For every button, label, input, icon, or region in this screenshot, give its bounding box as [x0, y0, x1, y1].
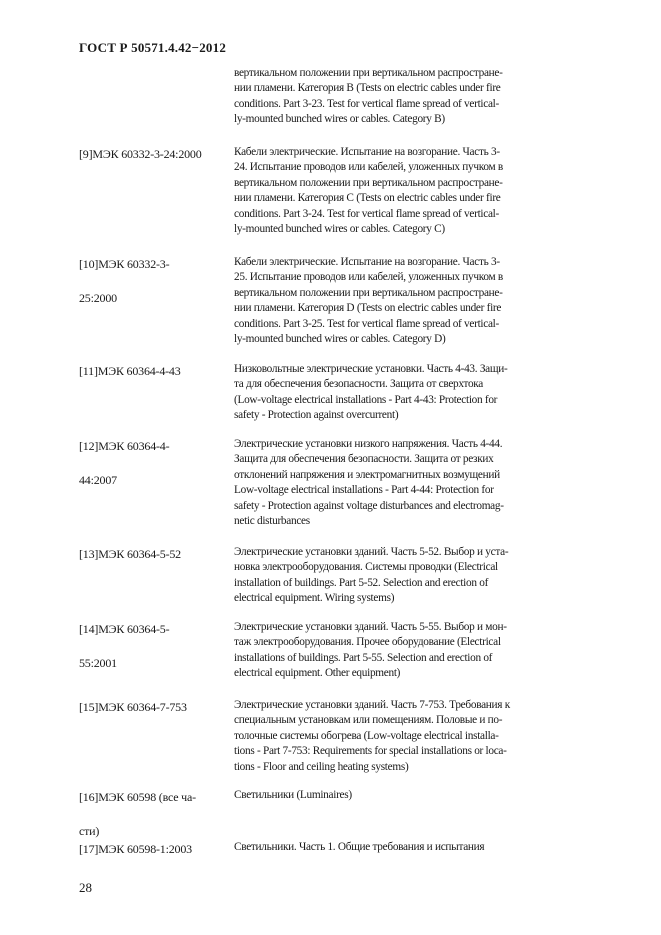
description-line: conditions. Part 3-23. Test for vertical flame spread of vertical-	[234, 97, 499, 110]
reference-number	[79, 137, 229, 171]
description-line: safety - Protection against voltage disturbances and electromag-	[234, 499, 504, 512]
description-line: netic disturbances	[234, 515, 310, 528]
reference-number-line: [12]МЭК 60364-4-	[79, 439, 170, 453]
description-line: таж электрооборудования. Прочее оборудование (Electrical	[234, 636, 501, 649]
description-line: installations of buildings. Part 5-55. Selection and erection of	[234, 651, 493, 664]
description-line: Светильники (Luminaires)	[234, 789, 352, 801]
reference-number-line: [16]МЭК 60598 (все ча-	[79, 790, 196, 804]
description-line: та для обеспечения безопасности. Защита от сверхтока	[234, 378, 484, 391]
reference-number-line: [17]МЭК 60598-1:2003	[79, 842, 192, 856]
page-number: 28	[79, 880, 92, 895]
description-line: 24. Испытание проводов или кабелей, уложенных пучком в	[234, 161, 503, 174]
description-line: Кабели электрические. Испытание на возгорание. Часть 3-	[234, 256, 500, 268]
description-line: вертикальном положении при вертикальном распростране-	[234, 286, 503, 299]
reference-description	[234, 698, 582, 775]
reference-description	[234, 788, 582, 803]
description-line: Электрические установки зданий. Часть 7-753. Требования к	[234, 699, 510, 711]
description-line: нии пламени. Категория B (Tests on electric cables under fire	[234, 82, 501, 95]
description-line: ly-mounted bunched wires or cables. Category B)	[234, 113, 445, 126]
description-line: (Low-voltage electrical installations - Part 4-43: Protection for	[234, 393, 498, 406]
description-line: новка электрооборудования. Системы проводки (Electrical	[234, 561, 498, 574]
description-line: Защита для обеспечения безопасности. Защита от резких	[234, 453, 494, 466]
reference-number	[79, 429, 229, 497]
description-line: Электрические установки зданий. Часть 5-52. Выбор и уста-	[234, 546, 509, 558]
description-line: conditions. Part 3-24. Test for vertical flame spread of vertical-	[234, 207, 499, 220]
description-line: специальным установкам или помещениям. Половые и по-	[234, 714, 503, 727]
reference-number	[79, 354, 229, 388]
reference-number-line: [9]МЭК 60332-3-24:2000	[79, 147, 202, 161]
description-line: Электрические установки низкого напряжения. Часть 4-44.	[234, 438, 503, 450]
reference-number	[79, 247, 229, 315]
description-line: нии пламени. Категория D (Tests on electric cables under fire	[234, 302, 502, 315]
document-code-header: ГОСТ Р 50571.4.42−2012	[79, 40, 227, 55]
reference-number	[79, 690, 229, 724]
description-line: ly-mounted bunched wires or cables. Category D)	[234, 333, 446, 346]
description-line: вертикальном положении при вертикальном распростране-	[234, 176, 503, 189]
continued-reference-description	[234, 66, 582, 128]
description-line: conditions. Part 3-25. Test for vertical flame spread of vertical-	[234, 317, 499, 330]
reference-number	[79, 612, 229, 680]
reference-number-line: [15]МЭК 60364-7-753	[79, 700, 187, 714]
reference-description	[234, 840, 582, 855]
reference-number-line: [11]МЭК 60364-4-43	[79, 364, 181, 378]
reference-description	[234, 620, 582, 682]
description-line: ly-mounted bunched wires or cables. Category C)	[234, 223, 445, 236]
description-line: 25. Испытание проводов или кабелей, уложенных пучком в	[234, 271, 503, 284]
reference-number-line: сти)	[79, 824, 100, 838]
reference-number-line: 25:2000	[79, 291, 117, 305]
description-line: installation of buildings. Part 5-52. Selection and erection of	[234, 576, 489, 589]
description-line: нии пламени. Категория C (Tests on electric cables under fire	[234, 192, 501, 205]
reference-number-line: [14]МЭК 60364-5-	[79, 622, 170, 636]
reference-description	[234, 545, 582, 607]
description-line: electrical equipment. Wiring systems)	[234, 592, 395, 605]
reference-description	[234, 145, 582, 237]
description-line: отклонений напряжения и электромагнитных возмущений	[234, 468, 500, 481]
reference-number-line: [10]МЭК 60332-3-	[79, 257, 170, 271]
description-line: tions - Floor and ceiling heating systems)	[234, 760, 409, 773]
reference-description	[234, 437, 582, 529]
description-line: Low-voltage electrical installations - Part 4-44: Protection for	[234, 484, 494, 497]
reference-number	[79, 832, 229, 866]
reference-number	[79, 537, 229, 571]
reference-number-line: [13]МЭК 60364-5-52	[79, 547, 181, 561]
reference-description	[234, 362, 582, 424]
description-line: electrical equipment. Other equipment)	[234, 667, 401, 680]
description-line: Светильники. Часть 1. Общие требования и испытания	[234, 841, 485, 853]
description-line: толочные системы обогрева (Low-voltage electrical installa-	[234, 729, 499, 742]
description-line: Низковольтные электрические установки. Часть 4-43. Защи-	[234, 363, 508, 375]
reference-number-line: 55:2001	[79, 656, 117, 670]
description-line: safety - Protection against overcurrent)	[234, 409, 399, 422]
description-line: Кабели электрические. Испытание на возгорание. Часть 3-	[234, 146, 500, 158]
reference-number-line: 44:2007	[79, 473, 117, 487]
description-line: tions - Part 7-753: Requirements for special installations or loca-	[234, 745, 507, 758]
description-line: вертикальном положении при вертикальном распростране-	[234, 67, 503, 79]
description-line: Электрические установки зданий. Часть 5-55. Выбор и мон-	[234, 621, 507, 633]
reference-description	[234, 255, 582, 347]
